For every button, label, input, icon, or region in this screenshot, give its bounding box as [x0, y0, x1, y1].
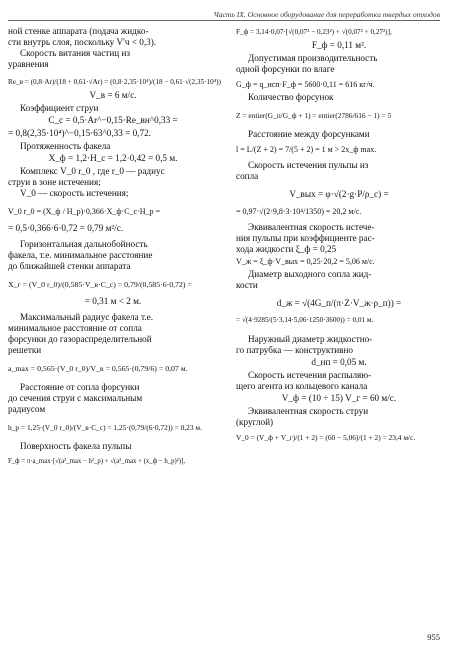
text-line: сопла: [236, 171, 259, 181]
formula: V_вых = φ·√(2·g·P/ρ_c) =: [289, 189, 389, 199]
right-column: [236, 26, 442, 445]
formula: = 0,5·0,366·6·0,72 = 0,79 м²/с.: [8, 223, 124, 233]
formula: l = L/(Z + 2) = 7/(5 + 2) = 1 м > 2x_ф max.: [236, 145, 377, 154]
page-number: 955: [427, 632, 440, 642]
formula: V_0 r_0 = (X_ф / H_p)·0,366·X_ф·C_c·H_p =: [8, 207, 161, 216]
text-line: Расстояние от сопла форсунки: [20, 382, 140, 392]
formula: V_ф = (10 ÷ 15) V_г = 60 м/с.: [281, 393, 397, 403]
text-line: струи в зоне истечения;: [8, 177, 101, 187]
formula: = √(4·9285/(5·3,14·5,06·1250·3600)) = 0,01 м.: [236, 316, 374, 324]
text-line: Допустимая производительность: [248, 53, 378, 63]
text-line: форсунки до газораспределительной: [8, 334, 152, 344]
formula: G_ф = q_исп·F_ф = 5600·0,11 = 616 кг/ч.: [236, 80, 375, 89]
text-line: ной стенке аппарата (подача жидко-: [8, 26, 149, 36]
formula: d_ж = √(4G_п/(π·Z·V_ж·ρ_п)) =: [276, 298, 402, 308]
formula: Z = entier(G_п/G_ф + 1) = entier(2786/616 − 1) = 5: [236, 111, 392, 120]
running-header: Часть IX. Основное оборудование для переработки твердых отходов: [213, 10, 440, 19]
text-line: Коэффициент струи: [20, 103, 99, 113]
formula: = 0,97·√(2·9,8·3·10⁴/1350) = 20,2 м/с.: [236, 207, 362, 216]
left-column: [8, 26, 221, 469]
formula: d_нп = 0,05 м.: [311, 357, 367, 367]
text-line: Протяженность факела: [20, 141, 111, 151]
text-line: одной форсунки по влаге: [236, 64, 335, 74]
text-line: Скорость истечения распыляю-: [248, 370, 372, 380]
text-line: минимальное расстояние от сопла: [8, 323, 142, 333]
text-line: сти внутрь слоя, поскольку V'ч < 0,3).: [8, 37, 157, 47]
text-line: Скорость витания частиц из: [20, 48, 130, 58]
text-line: до сечения струи с максимальным: [8, 393, 143, 403]
text-line: Поверхность факела пульпы: [20, 441, 132, 451]
text-line: щего агента из кольцевого канала: [236, 381, 368, 391]
text-line: кости: [236, 280, 258, 290]
formula: X_ф = 1,2·H_c = 1,2·0,42 = 0,5 м.: [48, 153, 178, 163]
text-line: го патрубка — конструктивно: [236, 345, 354, 355]
text-line: Максимальный радиус факела т.е.: [20, 312, 153, 322]
header-rule: [8, 20, 440, 21]
formula: = 0,31 м < 2 м.: [84, 296, 142, 306]
formula: a_max = 0,565·(V_0 r_0)/V_в = 0,565·(0,79/6) = 0,07 м.: [8, 364, 188, 373]
text-line: факела, т.е. минимальное расстояние: [8, 250, 153, 260]
text-line: уравнения: [8, 59, 49, 69]
formula: F_ф = 0,11 м².: [311, 40, 367, 50]
text-line: хода жидкости ξ_ф = 0,25: [236, 244, 337, 254]
formula: Re_в = (0,8·Ar)/(18 + 0,61·√Ar) = (0,8·2,35·10⁴)/(18 − 0,61·√(2,35·10⁴)): [8, 78, 221, 86]
text-line: ния пульпы при коэффициенте рас-: [236, 233, 375, 243]
text-line: радиусом: [8, 404, 46, 414]
formula: = 0,8(2,35·10⁴)^−0,15·63^0,33 = 0,72.: [8, 128, 151, 138]
formula: F_ф = 3,14·0,07·[√(0,07² − 0,23²) + √(0,07² + 0,27²)],: [236, 28, 392, 36]
formula: X_г = (V_0 r_0)/(0,585·V_в·C_c) = 0,79/(0,585·6·0,72) =: [8, 280, 192, 289]
text-line: Эквивалентная скорость истече-: [248, 222, 375, 232]
text-line: V_0 — скорость истечения;: [20, 188, 129, 198]
formula: F_ф = π·a_max·[√(a²_max − h²_р) + √(a²_max + (x_ф − h_р)²)],: [8, 458, 186, 465]
text-line: Количество форсунок: [248, 92, 334, 102]
formula: h_р = 1,25·(V_0 r_0)/(V_в·C_c) = 1,25·(0,79/(6·0,72)) = 0,23 м.: [8, 423, 202, 432]
text-line: до ближайшей стенки аппарата: [8, 261, 131, 271]
text-line: Наружный диаметр жидкостно-: [248, 334, 373, 344]
text-line: Комплекс V_0 r_0 , где r_0 — радиус: [20, 166, 165, 176]
formula: V_0 = (V_ф + V_г)/(1 + 2) = (60 − 5,06)/(1 + 2) = 23,4 м/с.: [236, 433, 416, 442]
text-line: Расстояние между форсунками: [248, 129, 370, 139]
text-line: (круглой): [236, 417, 274, 427]
text-line: Эквивалентная скорость струи: [248, 406, 369, 416]
formula: C_c = 0,5·Ar^−0,15·Re_вн^0,33 =: [48, 115, 178, 125]
formula: V_в = 6 м/с.: [89, 90, 137, 100]
text-line: Скорость истечения пульпы из: [248, 160, 369, 170]
formula: V_ж = ξ_ф·V_вых = 0,25·20,2 = 5,06 м/с.: [236, 257, 375, 266]
text-line: решетки: [8, 345, 42, 355]
text-line: Диаметр выходного сопла жид-: [248, 269, 372, 279]
text-line: Горизонтальная дальнобойность: [20, 239, 148, 249]
